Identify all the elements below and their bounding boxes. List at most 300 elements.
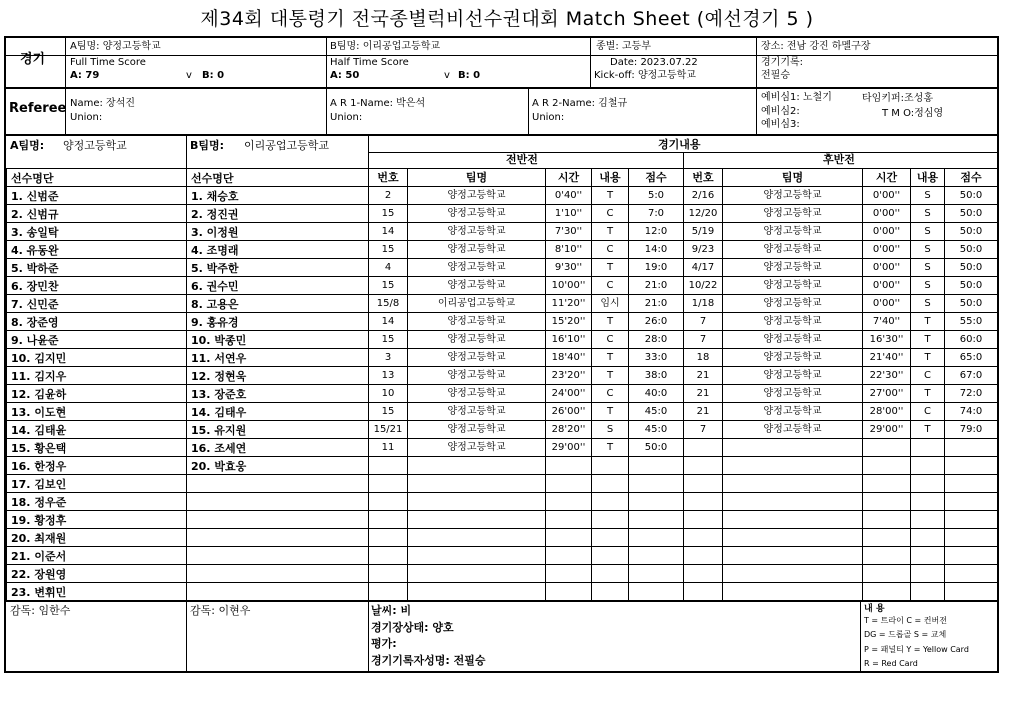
second-half-cell: 21	[684, 385, 723, 403]
first-half-cell: 15/21	[369, 421, 408, 439]
category: 종별: 고등부	[596, 41, 651, 52]
referee-name: Name: 장석진	[70, 98, 136, 109]
team-b-player: 5. 박주한	[187, 259, 369, 277]
first-half-cell: 양정고등학교	[408, 187, 546, 205]
second-half-cell	[945, 511, 998, 529]
second-half-cell: 양정고등학교	[723, 295, 863, 313]
team-b-player: 8. 고용은	[187, 295, 369, 313]
team-a-name: A팀명: 양정고등학교	[70, 41, 161, 52]
second-half-cell: 양정고등학교	[723, 241, 863, 259]
second-half-cell	[684, 547, 723, 565]
team-a-roster-header: 선수명단	[7, 169, 187, 187]
second-half-cell: 양정고등학교	[723, 385, 863, 403]
first-half-cell: 14	[369, 223, 408, 241]
kickoff: Kick-off: 양정고등학교	[594, 70, 696, 81]
evaluation: 평가:	[371, 637, 397, 650]
team-b-player: 13. 장준호	[187, 385, 369, 403]
second-half-col-header: 점수	[945, 169, 998, 187]
first-half-cell: T	[592, 223, 629, 241]
roster-row	[7, 313, 369, 331]
referee-label: Referee	[9, 101, 67, 116]
second-half-cell: T	[911, 421, 945, 439]
second-half-cell: 21	[684, 367, 723, 385]
first-half-col-header: 번호	[369, 169, 408, 187]
second-half-cell: 7'40''	[863, 313, 911, 331]
score-row	[369, 565, 998, 583]
first-half-cell: C	[592, 205, 629, 223]
first-half-cell: 양정고등학교	[408, 223, 546, 241]
first-half-cell	[592, 511, 629, 529]
first-half-cell: C	[592, 241, 629, 259]
second-half-cell: T	[911, 385, 945, 403]
second-half-cell: 50:0	[945, 205, 998, 223]
first-half-cell: 양정고등학교	[408, 403, 546, 421]
team-a-label: A팀명:	[10, 139, 45, 152]
team-b-player	[187, 475, 369, 493]
second-half-cell: 7	[684, 331, 723, 349]
first-half-cell: 40:0	[629, 385, 684, 403]
field-condition: 경기장상태: 양호	[371, 621, 454, 634]
team-a-player: 11. 김지우	[7, 367, 187, 385]
second-half-cell: 0'00''	[863, 187, 911, 205]
second-half-cell	[723, 547, 863, 565]
second-half-cell	[684, 565, 723, 583]
team-a-player: 21. 이준서	[7, 547, 187, 565]
roster-row	[7, 187, 369, 205]
score-row	[369, 259, 998, 277]
team-a-player: 4. 유동완	[7, 241, 187, 259]
first-half-cell: 15/8	[369, 295, 408, 313]
second-half-cell: 양정고등학교	[723, 205, 863, 223]
first-half-cell	[546, 511, 592, 529]
roster-row	[7, 475, 369, 493]
first-half-cell: 11'20''	[546, 295, 592, 313]
first-half-col-header: 팀명	[408, 169, 546, 187]
team-b-player: 20. 박효웅	[187, 457, 369, 475]
second-half-cell	[945, 529, 998, 547]
second-half-cell: 50:0	[945, 277, 998, 295]
roster-row	[7, 421, 369, 439]
score-row	[369, 421, 998, 439]
team-a-player: 6. 장민찬	[7, 277, 187, 295]
first-half-cell: 26'00''	[546, 403, 592, 421]
first-half-cell	[369, 493, 408, 511]
team-a-player: 15. 황은택	[7, 439, 187, 457]
team-a-player: 3. 송일탁	[7, 223, 187, 241]
recorder: 경기기록자성명: 전필승	[371, 654, 486, 667]
first-half-cell	[369, 457, 408, 475]
second-half-cell: 양정고등학교	[723, 403, 863, 421]
first-half-cell	[592, 529, 629, 547]
first-half-cell: 2	[369, 187, 408, 205]
first-half-cell	[408, 583, 546, 601]
team-b-roster-header: 선수명단	[187, 169, 369, 187]
second-half-cell: 0'00''	[863, 205, 911, 223]
first-half-cell	[592, 475, 629, 493]
second-half-cell: 양정고등학교	[723, 259, 863, 277]
second-half-cell: 0'00''	[863, 295, 911, 313]
first-half-cell: 50:0	[629, 439, 684, 457]
first-half-cell: 15	[369, 403, 408, 421]
team-b-coach: 감독: 이현우	[190, 604, 251, 617]
first-half-cell: 45:0	[629, 403, 684, 421]
second-half-cell: 0'00''	[863, 259, 911, 277]
roster-row	[7, 223, 369, 241]
scoring-table	[368, 168, 998, 601]
second-half-cell	[945, 493, 998, 511]
legend-line-4: R = Red Card	[864, 659, 918, 668]
second-half-col-header: 내용	[911, 169, 945, 187]
first-half-cell: 14	[369, 313, 408, 331]
first-half-cell: 19:0	[629, 259, 684, 277]
first-half-cell: 33:0	[629, 349, 684, 367]
score-row	[369, 475, 998, 493]
first-half-cell	[592, 493, 629, 511]
first-half-cell	[369, 529, 408, 547]
first-half-cell: 양정고등학교	[408, 259, 546, 277]
score-row	[369, 439, 998, 457]
first-half-cell	[546, 547, 592, 565]
team-b-player: 9. 홍유경	[187, 313, 369, 331]
score-row	[369, 205, 998, 223]
team-b-player: 12. 정현욱	[187, 367, 369, 385]
reserve-referee-1: 예비심1: 노철기	[761, 92, 832, 103]
first-half-cell	[546, 475, 592, 493]
team-a-player: 5. 박하준	[7, 259, 187, 277]
second-half-cell: 60:0	[945, 331, 998, 349]
team-a-coach: 감독: 임한수	[10, 604, 71, 617]
first-half-cell: 13	[369, 367, 408, 385]
first-half-cell	[369, 475, 408, 493]
full-time-v: v	[186, 70, 192, 81]
team-a-player: 20. 최재원	[7, 529, 187, 547]
legend-line-1: T = 트라이 C = 컨버젼	[864, 616, 947, 625]
first-half-cell: 18'40''	[546, 349, 592, 367]
ar2-union: Union:	[532, 112, 565, 123]
first-half-cell: T	[592, 349, 629, 367]
score-row	[369, 367, 998, 385]
second-half-cell	[863, 565, 911, 583]
roster-row	[7, 331, 369, 349]
first-half-cell	[629, 475, 684, 493]
first-half-cell: T	[592, 187, 629, 205]
first-half-cell	[629, 547, 684, 565]
first-half-cell: 4	[369, 259, 408, 277]
second-half-cell: C	[911, 367, 945, 385]
score-row	[369, 457, 998, 475]
first-half-cell: 28:0	[629, 331, 684, 349]
first-half-cell: 1'10''	[546, 205, 592, 223]
roster-row	[7, 457, 369, 475]
second-half-cell: 67:0	[945, 367, 998, 385]
team-a-player: 12. 김윤하	[7, 385, 187, 403]
second-half-cell	[684, 439, 723, 457]
first-half-cell: T	[592, 367, 629, 385]
second-half-cell	[911, 529, 945, 547]
roster-row	[7, 349, 369, 367]
score-row	[369, 385, 998, 403]
second-half-cell	[723, 439, 863, 457]
second-half-cell: C	[911, 403, 945, 421]
reserve-referee-2: 예비심2:	[761, 106, 800, 117]
second-half-cell: S	[911, 223, 945, 241]
first-half-cell	[546, 529, 592, 547]
first-half-cell: 15	[369, 205, 408, 223]
second-half-cell: 0'00''	[863, 241, 911, 259]
second-half-cell	[945, 439, 998, 457]
second-half-cell	[684, 511, 723, 529]
second-half-cell	[911, 457, 945, 475]
team-b-player: 2. 정진권	[187, 205, 369, 223]
second-half-cell: 양정고등학교	[723, 223, 863, 241]
second-half-cell: 16'30''	[863, 331, 911, 349]
second-half-cell: 10/22	[684, 277, 723, 295]
first-half-cell: 임시	[592, 295, 629, 313]
second-half-cell: 55:0	[945, 313, 998, 331]
roster-row	[7, 259, 369, 277]
second-half-cell	[945, 457, 998, 475]
first-half-cell	[408, 529, 546, 547]
team-a-player: 23. 변휘민	[7, 583, 187, 601]
second-half-cell: 4/17	[684, 259, 723, 277]
second-half-cell	[723, 529, 863, 547]
second-half-cell	[911, 511, 945, 529]
first-half-cell: 26:0	[629, 313, 684, 331]
page-title: 제34회 대통령기 전국종별럭비선수권대회 Match Sheet (예선경기 5 )	[200, 8, 814, 30]
second-half-cell: 5/19	[684, 223, 723, 241]
team-a-player: 8. 장준영	[7, 313, 187, 331]
team-b-player: 14. 김태우	[187, 403, 369, 421]
half-time-b: B: 0	[458, 70, 481, 81]
second-half-cell: 50:0	[945, 295, 998, 313]
second-half-cell	[723, 475, 863, 493]
first-half-col-header: 내용	[592, 169, 629, 187]
first-half-cell	[408, 475, 546, 493]
first-half-cell: 양정고등학교	[408, 277, 546, 295]
second-half-cell	[911, 475, 945, 493]
second-half-cell: 50:0	[945, 241, 998, 259]
legend-line-2: DG = 드롭골 S = 교체	[864, 630, 947, 639]
first-half-cell: 24'00''	[546, 385, 592, 403]
second-half-cell: 양정고등학교	[723, 187, 863, 205]
venue: 장소: 전남 강진 하멜구장	[761, 41, 871, 52]
second-half-cell	[863, 529, 911, 547]
score-row	[369, 313, 998, 331]
second-half-cell	[863, 547, 911, 565]
team-b-player: 1. 채승호	[187, 187, 369, 205]
team-a-player: 19. 황정후	[7, 511, 187, 529]
first-half-cell: T	[592, 313, 629, 331]
first-half-cell: 11	[369, 439, 408, 457]
first-half-cell	[546, 493, 592, 511]
second-half-cell: 28'00''	[863, 403, 911, 421]
first-half-cell: C	[592, 277, 629, 295]
score-row	[369, 583, 998, 601]
full-time-a: A: 79	[70, 70, 100, 81]
match-label: 경기	[20, 52, 46, 67]
ar1-union: Union:	[330, 112, 363, 123]
team-b-player	[187, 583, 369, 601]
second-half-cell	[684, 529, 723, 547]
first-half-cell: 38:0	[629, 367, 684, 385]
half-time-label: Half Time Score	[330, 57, 409, 68]
roster-row	[7, 367, 369, 385]
first-half-cell: 양정고등학교	[408, 349, 546, 367]
first-half-cell	[629, 493, 684, 511]
second-half-cell: 1/18	[684, 295, 723, 313]
first-half-cell: 10	[369, 385, 408, 403]
second-half-cell: T	[911, 331, 945, 349]
roster-row	[7, 385, 369, 403]
score-row	[369, 493, 998, 511]
team-b-label: B팀명:	[190, 139, 225, 152]
timekeeper: 타임키퍼:조성홍	[862, 93, 933, 104]
first-half-cell: 양정고등학교	[408, 367, 546, 385]
team-b-player: 15. 유지원	[187, 421, 369, 439]
match-sheet	[4, 36, 999, 673]
score-row	[369, 547, 998, 565]
first-half-cell	[408, 457, 546, 475]
referee-union: Union:	[70, 112, 103, 123]
second-half-cell	[945, 475, 998, 493]
half-time-v: v	[444, 70, 450, 81]
team-a-player: 17. 김보인	[7, 475, 187, 493]
second-half-cell: 50:0	[945, 259, 998, 277]
roster-row	[7, 547, 369, 565]
second-half-cell: 65:0	[945, 349, 998, 367]
first-half-cell: 8'10''	[546, 241, 592, 259]
score-row	[369, 331, 998, 349]
second-half-cell	[911, 565, 945, 583]
second-half-cell: 9/23	[684, 241, 723, 259]
score-row	[369, 529, 998, 547]
second-half-cell: 양정고등학교	[723, 349, 863, 367]
first-half-cell	[592, 583, 629, 601]
first-half-cell: 15	[369, 277, 408, 295]
full-time-label: Full Time Score	[70, 57, 146, 68]
first-half-cell: 5:0	[629, 187, 684, 205]
first-half-cell: T	[592, 403, 629, 421]
team-b-player	[187, 565, 369, 583]
ar2-name: A R 2-Name: 김철규	[532, 98, 628, 109]
second-half-cell	[684, 583, 723, 601]
full-time-b: B: 0	[202, 70, 225, 81]
second-half-cell: 27'00''	[863, 385, 911, 403]
second-half-cell: 7	[684, 421, 723, 439]
first-half-cell	[629, 457, 684, 475]
second-half-cell	[945, 583, 998, 601]
team-a-player: 22. 장원영	[7, 565, 187, 583]
second-half-cell: T	[911, 313, 945, 331]
first-half-cell: 9'30''	[546, 259, 592, 277]
second-half-cell	[863, 493, 911, 511]
second-half-label: 후반전	[823, 153, 855, 166]
team-a-player: 1. 신범준	[7, 187, 187, 205]
score-row	[369, 241, 998, 259]
team-b-player: 11. 서연우	[187, 349, 369, 367]
first-half-cell: 이리공업고등학교	[408, 295, 546, 313]
roster-row	[7, 565, 369, 583]
first-half-cell	[592, 547, 629, 565]
first-half-cell: 28'20''	[546, 421, 592, 439]
roster-row	[7, 295, 369, 313]
score-row	[369, 511, 998, 529]
second-half-cell: S	[911, 205, 945, 223]
first-half-cell: 0'40''	[546, 187, 592, 205]
score-row	[369, 277, 998, 295]
second-half-col-header: 번호	[684, 169, 723, 187]
first-half-cell: 15	[369, 241, 408, 259]
second-half-cell: S	[911, 187, 945, 205]
roster-row	[7, 277, 369, 295]
team-a-player: 7. 신민준	[7, 295, 187, 313]
first-half-cell: 양정고등학교	[408, 241, 546, 259]
team-b-title: 이리공업고등학교	[244, 139, 330, 152]
second-half-cell: 0'00''	[863, 223, 911, 241]
first-half-cell: 21:0	[629, 295, 684, 313]
second-half-cell: 21'40''	[863, 349, 911, 367]
second-half-cell: 50:0	[945, 187, 998, 205]
second-half-cell: T	[911, 349, 945, 367]
second-half-cell: S	[911, 259, 945, 277]
team-b-player: 4. 조명래	[187, 241, 369, 259]
record-label: 경기기록:	[761, 57, 804, 68]
first-half-cell	[408, 565, 546, 583]
weather: 날씨: 비	[371, 604, 412, 617]
second-half-cell	[863, 475, 911, 493]
first-half-cell	[369, 583, 408, 601]
score-row	[369, 295, 998, 313]
team-b-player	[187, 547, 369, 565]
second-half-cell: 79:0	[945, 421, 998, 439]
record-value: 전필승	[761, 70, 790, 81]
roster-row	[7, 583, 369, 601]
roster-row	[7, 529, 369, 547]
first-half-cell: 양정고등학교	[408, 331, 546, 349]
team-b-player: 3. 이정원	[187, 223, 369, 241]
first-half-label: 전반전	[506, 153, 538, 166]
team-a-player: 9. 나윤준	[7, 331, 187, 349]
first-half-cell: 15	[369, 331, 408, 349]
half-time-a: A: 50	[330, 70, 360, 81]
team-b-player	[187, 511, 369, 529]
first-half-cell: 29'00''	[546, 439, 592, 457]
second-half-cell	[684, 493, 723, 511]
second-half-cell	[723, 565, 863, 583]
second-half-cell: 50:0	[945, 223, 998, 241]
first-half-cell	[408, 547, 546, 565]
first-half-cell: 10'00''	[546, 277, 592, 295]
first-half-cell: 양정고등학교	[408, 313, 546, 331]
second-half-cell: 양정고등학교	[723, 421, 863, 439]
team-b-player: 6. 권수민	[187, 277, 369, 295]
team-a-player: 10. 김지민	[7, 349, 187, 367]
first-half-cell: 양정고등학교	[408, 421, 546, 439]
first-half-cell	[546, 565, 592, 583]
roster-row	[7, 241, 369, 259]
first-half-cell	[592, 457, 629, 475]
first-half-cell: T	[592, 439, 629, 457]
first-half-cell	[546, 457, 592, 475]
second-half-cell	[723, 511, 863, 529]
team-b-player: 16. 조세연	[187, 439, 369, 457]
team-b-name: B팀명: 이리공업고등학교	[330, 41, 441, 52]
first-half-cell: C	[592, 385, 629, 403]
second-half-cell	[863, 511, 911, 529]
second-half-cell: 2/16	[684, 187, 723, 205]
second-half-cell: 0'00''	[863, 277, 911, 295]
first-half-cell: 23'20''	[546, 367, 592, 385]
